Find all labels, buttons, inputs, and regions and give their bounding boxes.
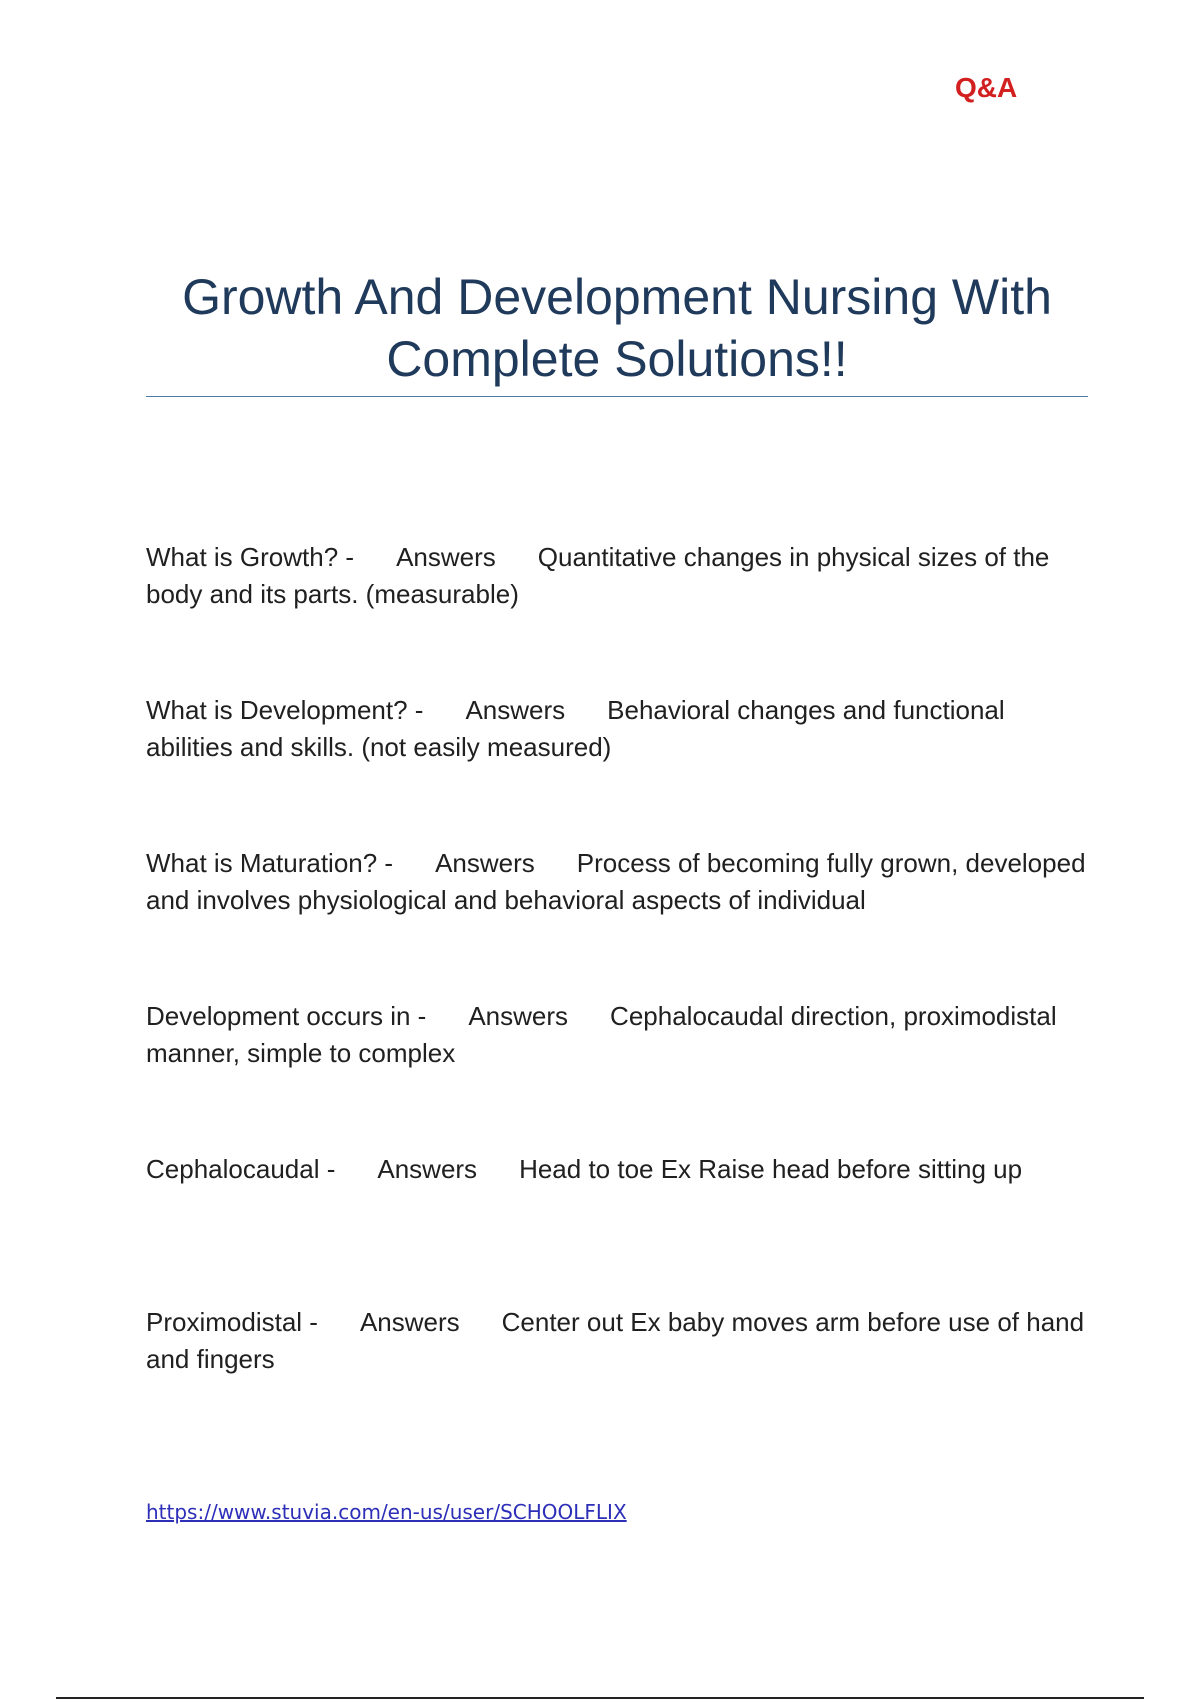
qa-item (146, 539, 1088, 692)
question-text: Proximodistal - (146, 1307, 318, 1337)
answer-text: Head to toe Ex Raise head before sitting up (519, 1154, 1023, 1184)
question-text: Cephalocaudal - (146, 1154, 336, 1184)
answers-label: Answers (377, 1154, 478, 1184)
qa-tag: Q&A (955, 72, 1018, 103)
question-text: What is Development? - (146, 695, 424, 725)
profile-link[interactable]: https://www.stuvia.com/en-us/user/SCHOOLFLIX (146, 1500, 627, 1524)
answer-text: Cephalocaudal direction, proximodistal manner, simple to complex (146, 1001, 1064, 1068)
answers-label: Answers (359, 1307, 460, 1337)
qa-item (146, 692, 1088, 845)
answer-text: Quantitative changes in physical sizes of the body and its parts. (measurable) (146, 542, 1057, 609)
question-text: What is Maturation? - (146, 848, 394, 878)
answer-text: Behavioral changes and functional abilities and skills. (not easily measured) (146, 695, 1012, 762)
question-text: Development occurs in - (146, 1001, 427, 1031)
answer-text: Process of becoming fully grown, developed and involves physiological and behavioral aspects of individual (146, 848, 1093, 915)
footer-divider (56, 1697, 1144, 1699)
qa-item (146, 998, 1088, 1151)
qa-item (146, 1304, 1092, 1457)
document-title: Growth And Development Nursing With Complete Solutions!! (182, 269, 1052, 387)
question-text: What is Growth? - (146, 542, 355, 572)
qa-item (146, 1151, 1088, 1304)
title-divider (146, 396, 1088, 397)
qa-list (146, 539, 1093, 1457)
answers-label: Answers (396, 542, 496, 572)
answers-label: Answers (435, 848, 535, 878)
answers-label: Answers (465, 695, 566, 725)
answer-text: Center out Ex baby moves arm before use of hand and fingers (146, 1307, 1092, 1374)
qa-item (146, 845, 1093, 998)
answers-label: Answers (468, 1001, 569, 1031)
